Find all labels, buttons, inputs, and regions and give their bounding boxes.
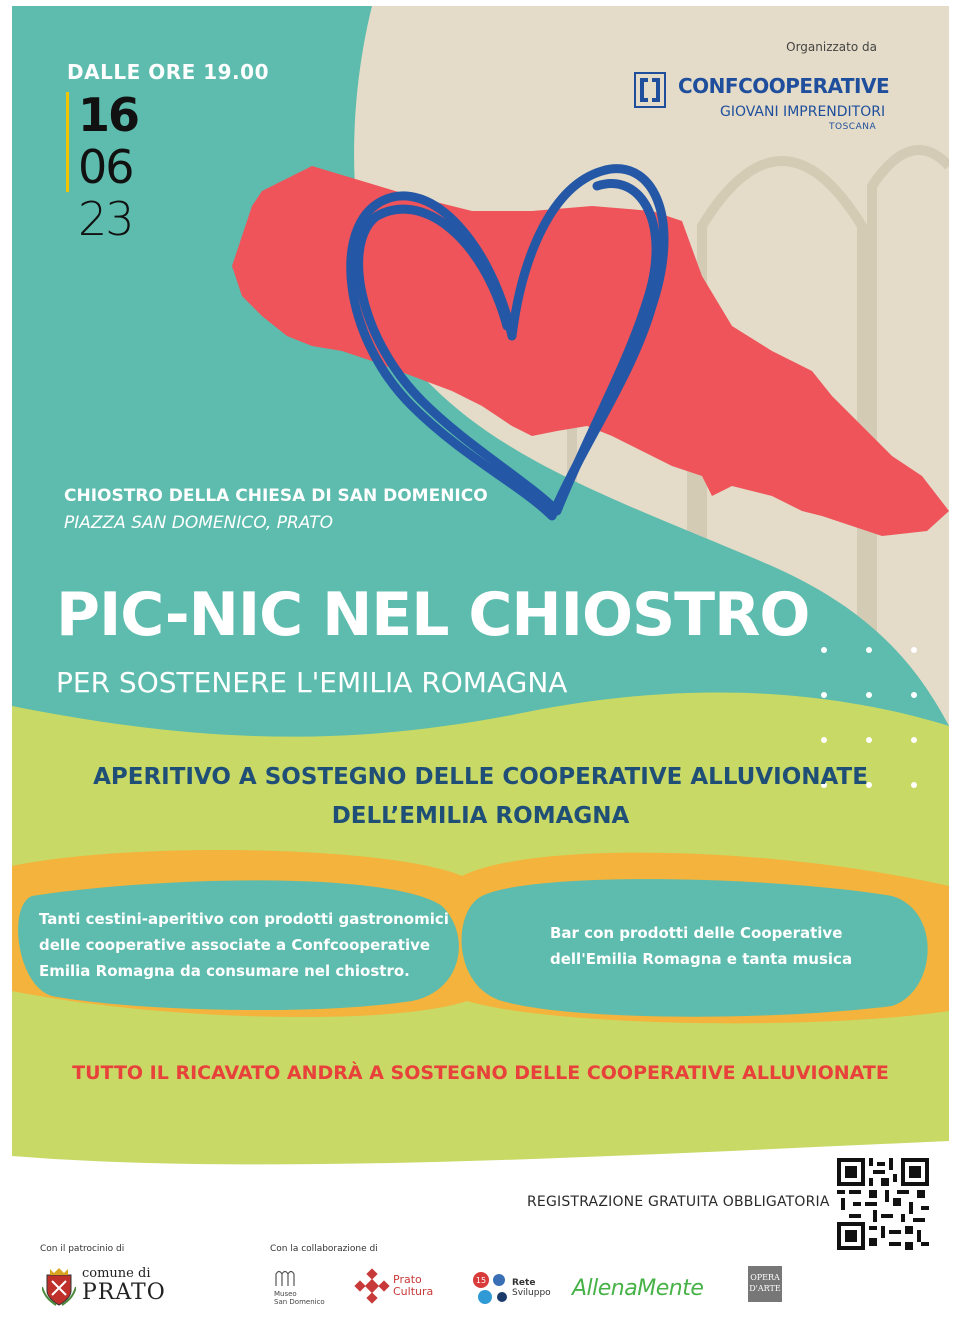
left-bubble-line1: Tanti cestini-aperitivo con prodotti gastronomici	[39, 910, 449, 928]
prato-cultura-icon	[354, 1268, 390, 1304]
patronage-label: Con il patrocinio di	[40, 1244, 125, 1254]
date-accent-bar	[66, 92, 69, 192]
pc-line1: Prato	[393, 1273, 422, 1286]
rete-sviluppo-icon	[471, 1270, 511, 1306]
museo-label	[274, 1290, 325, 1306]
museo-line2: San Domenico	[274, 1298, 325, 1306]
rete-sviluppo-label	[512, 1278, 551, 1298]
date-year: 23	[78, 192, 133, 246]
rete-number: 15	[475, 1276, 487, 1285]
left-bubble-line3: Emilia Romagna da consumare nel chiostro.	[39, 962, 410, 980]
qr-code-icon[interactable]	[837, 1158, 929, 1250]
event-place: CHIOSTRO DELLA CHIESA DI SAN DOMENICO	[64, 486, 488, 506]
event-title: PIC-NIC NEL CHIOSTRO	[56, 580, 810, 650]
museo-line1: Museo	[274, 1290, 297, 1298]
aperitivo-heading	[12, 758, 949, 836]
organizer-label: Organizzato da	[786, 40, 877, 54]
right-bubble-line1: Bar con prodotti delle Cooperative	[550, 924, 843, 942]
opera-darte-logo	[748, 1266, 782, 1302]
aperitivo-line2: DELL’EMILIA ROMAGNA	[331, 803, 630, 829]
organizer-subtitle: GIOVANI IMPRENDITORI	[720, 104, 886, 120]
left-bubble-line2: delle cooperative associate a Confcooperative	[39, 936, 431, 954]
allenamente-logo: AllenaMente	[572, 1276, 704, 1301]
proceeds-notice: TUTTO IL RICAVATO ANDRÀ A SOSTEGNO DELLE COOPERATIVE ALLUVIONATE	[72, 1062, 889, 1084]
rete-line2: Sviluppo	[512, 1288, 551, 1298]
city-shield-icon	[42, 1267, 76, 1307]
right-bubble-line2: dell'Emilia Romagna e tanta musica	[550, 950, 853, 968]
event-time: DALLE ORE 19.00	[67, 60, 269, 84]
pc-line2: Cultura	[393, 1285, 434, 1298]
prato-label-big: PRATO	[82, 1280, 166, 1305]
left-bubble-text	[39, 906, 449, 984]
aperitivo-line1: APERITIVO A SOSTEGNO DELLE COOPERATIVE ALLUVIONATE	[93, 764, 868, 790]
date-month: 06	[78, 140, 133, 194]
rete-line1: Rete	[512, 1278, 536, 1288]
registration-notice: REGISTRAZIONE GRATUITA OBBLIGATORIA	[527, 1194, 830, 1210]
collaboration-label: Con la collaborazione di	[270, 1244, 378, 1254]
opera-line1: OPERA	[750, 1273, 780, 1282]
prato-cultura-label	[393, 1274, 433, 1298]
opera-line2: D'ARTE	[749, 1284, 781, 1293]
confcooperative-logo-icon	[634, 72, 666, 108]
organizer-region: TOSCANA	[829, 122, 877, 132]
event-poster	[12, 6, 949, 1328]
event-subtitle: PER SOSTENERE L'EMILIA ROMAGNA	[56, 666, 568, 699]
event-address: PIAZZA SAN DOMENICO, PRATO	[64, 513, 333, 533]
date-day: 16	[78, 88, 139, 142]
prato-label-small: comune di	[82, 1266, 151, 1281]
organizer-name: CONFCOOPERATIVE	[678, 74, 890, 98]
right-bubble-text	[550, 920, 880, 972]
museum-icon	[274, 1268, 296, 1288]
